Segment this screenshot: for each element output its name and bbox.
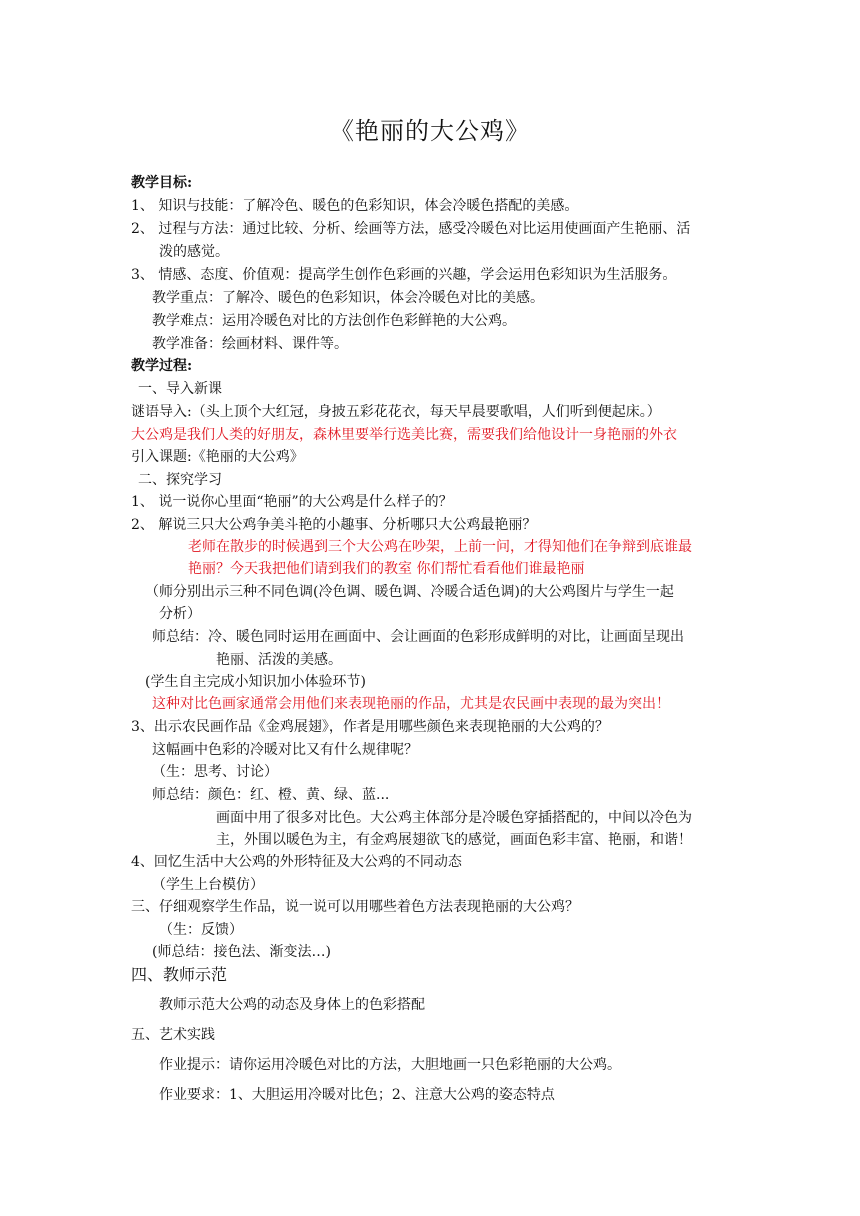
preparation: 教学准备：绘画材料、课件等。 xyxy=(152,336,348,352)
show-pictures-cont: 分析） xyxy=(159,606,201,622)
student-mimic: （学生上台模仿） xyxy=(152,877,264,893)
section-2-title: 二、探究学习 xyxy=(138,472,222,488)
summary-2-cont-2: 主，外围以暖色为主，有金鸡展翅欲飞的感觉，画面色彩丰富、艳丽，和谐！ xyxy=(216,832,692,848)
question-1: 1、 说一说你心里面“艳丽”的大公鸡是什么样子的？ xyxy=(131,494,453,510)
summary-1-cont: 艳丽、活泼的美感。 xyxy=(216,652,342,668)
self-study: (学生自主完成小知识加小体验环节) xyxy=(145,674,366,690)
intro-topic: 引入课题:《艳丽的大公鸡》 xyxy=(131,449,304,465)
homework-requirements: 作业要求：1、大胆运用冷暖对比色；2、注意大公鸡的姿态特点 xyxy=(159,1087,555,1103)
section-5-title: 五、艺术实践 xyxy=(131,1027,215,1043)
show-pictures: （师分别出示三种不同色调(冷色调、暖色调、冷暖合适色调)的大公鸡图片与学生一起 xyxy=(145,584,674,600)
riddle-intro: 谜语导入:（头上顶个大红冠，身披五彩花花衣，每天早晨要歌唱，人们听到便起床。） xyxy=(131,404,661,420)
homework-tip: 作业提示：请你运用冷暖色对比的方法，大胆地画一只色彩艳丽的大公鸡。 xyxy=(159,1057,621,1073)
red-story-2: 老师在散步的时候遇到三个大公鸡在吵架，上前一问，才得知他们在争辩到底谁最 xyxy=(188,539,692,555)
goal-2-cont: 泼的感觉。 xyxy=(159,244,229,260)
summary-2: 师总结：颜色：红、橙、黄、绿、蓝... xyxy=(152,787,390,803)
difficulty: 教学难点：运用冷暖色对比的方法创作色彩鲜艳的大公鸡。 xyxy=(152,313,516,329)
question-3: 3、出示农民画作品《金鸡展翅》，作者是用哪些颜色来表现艳丽的大公鸡的？ xyxy=(131,719,609,735)
document-title: 《艳丽的大公鸡》 xyxy=(330,117,530,145)
section-3: 三、仔细观察学生作品，说一说可以用哪些着色方法表现艳丽的大公鸡？ xyxy=(131,899,579,915)
red-note-3: 这种对比色画家通常会用他们来表现艳丽的作品，尤其是农民画中表现的最为突出！ xyxy=(152,696,670,712)
process-heading: 教学过程: xyxy=(131,358,193,374)
discussion: （生：思考、讨论） xyxy=(152,764,278,780)
goal-1: 1、 知识与技能：了解冷色、暖色的色彩知识，体会冷暖色搭配的美感。 xyxy=(131,198,579,214)
question-4: 4、回忆生活中大公鸡的外形特征及大公鸡的不同动态 xyxy=(131,854,462,870)
section-4-title: 四、教师示范 xyxy=(131,965,228,984)
summary-1: 师总结：冷、暖色同时运用在画面中、会让画面的色彩形成鲜明的对比，让画面呈现出 xyxy=(152,629,684,645)
red-story-2-cont: 艳丽？今天我把他们请到我们的教室 你们帮忙看看他们谁最艳丽 xyxy=(188,561,585,577)
goals-heading: 教学目标: xyxy=(131,175,193,191)
section-1-title: 一、导入新课 xyxy=(138,381,222,397)
goal-2: 2、 过程与方法：通过比较、分析、绘画等方法，感受冷暖色对比运用使画面产生艳丽、活 xyxy=(131,221,691,237)
goal-3: 3、 情感、态度、价值观：提高学生创作色彩画的兴趣，学会运用色彩知识为生活服务。 xyxy=(131,267,677,283)
key-point: 教学重点：了解冷、暖色的色彩知识，体会冷暖色对比的美感。 xyxy=(152,290,544,306)
question-3-cont: 这幅画中色彩的冷暖对比又有什么规律呢？ xyxy=(152,742,418,758)
section-4-body: 教师示范大公鸡的动态及身体上的色彩搭配 xyxy=(159,997,425,1013)
student-feedback: （生：反馈） xyxy=(159,922,243,938)
question-2: 2、 解说三只大公鸡争美斗艳的小趣事、分析哪只大公鸡最艳丽？ xyxy=(131,517,537,533)
summary-2-cont: 画面中用了很多对比色。大公鸡主体部分是冷暖色穿插搭配的，中间以冷色为 xyxy=(216,810,692,826)
red-story-1: 大公鸡是我们人类的好朋友，森林里要举行选美比赛，需要我们给他设计一身艳丽的外衣 xyxy=(131,427,677,443)
summary-3: (师总结：接色法、渐变法…) xyxy=(152,944,331,960)
